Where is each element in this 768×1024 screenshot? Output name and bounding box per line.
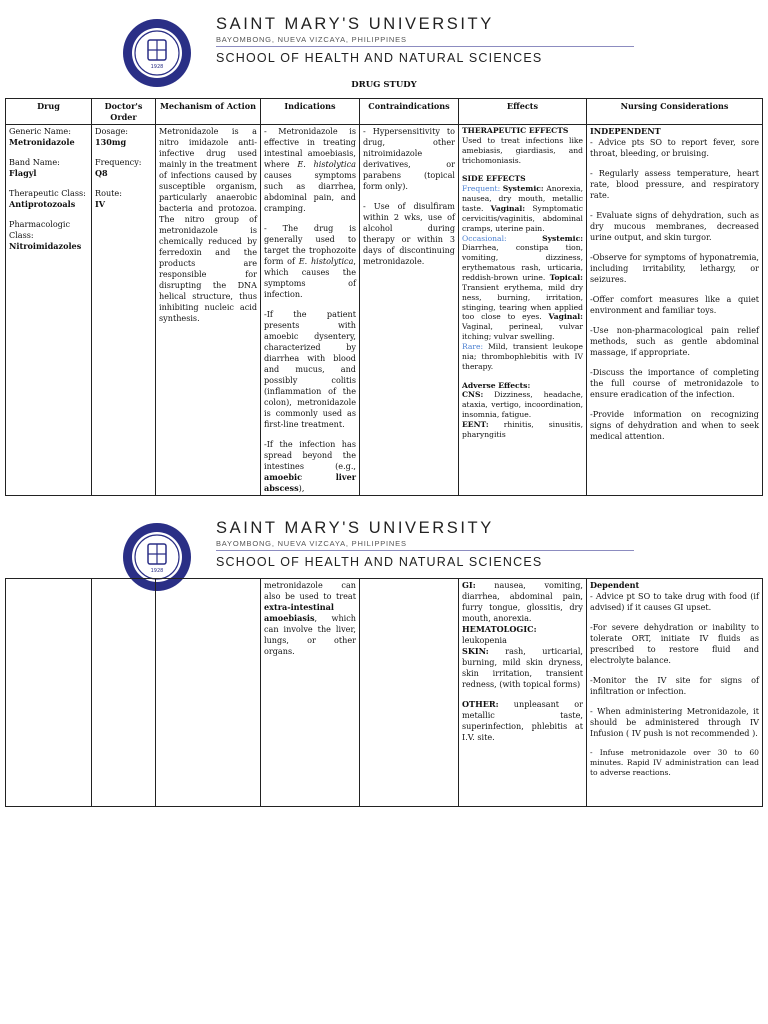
- systemic-label: Systemic:: [542, 233, 583, 243]
- vaginal-label: Vaginal:: [548, 312, 583, 322]
- occasional-vaginal-text: Vaginal, perineal, vulvar itching; vulvar swelling.: [462, 322, 583, 342]
- occasional-topical-text: Transient erythema, mild dry ness, burning, irritation, stinging, tearing when applied too close to eyes.: [462, 282, 583, 322]
- university-location: BAYOMBONG, NUEVA VIZCAYA, PHILIPPINES: [216, 539, 407, 548]
- hematologic-label: HEMATOLOGIC:: [462, 624, 537, 634]
- cns-label: CNS:: [462, 390, 484, 400]
- skin-label: SKIN:: [462, 646, 489, 656]
- nursing-cell: [587, 125, 763, 496]
- therapeutic-effects-heading: THERAPEUTIC EFFECTS: [462, 126, 569, 135]
- gi-label: GI:: [462, 580, 476, 590]
- nursing-item: - Advice pt SO to take drug with food (if advised) if it causes GI upset.: [590, 591, 759, 612]
- side-effects-occasional: [462, 234, 583, 342]
- svg-text:1928: 1928: [150, 64, 164, 70]
- nursing-item: - Advice pts SO to report fever, sore throat, bleeding, or bruising.: [590, 137, 759, 158]
- generic-name-value: Metronidazole: [9, 137, 75, 147]
- indication-text: - Metronidazole is effective in treating intestinal amoebiasis, where: [264, 126, 356, 169]
- dosage-value: 130mg: [95, 137, 127, 147]
- frequency-value: Q8: [95, 168, 108, 178]
- indication-emphasis: amoebic liver abscess: [264, 472, 356, 493]
- occasional-label: Occasional:: [462, 233, 507, 243]
- contraindication-item: - Hypersensitivity to drug, other nitroimidazole derivatives, or parabens (topical form only).: [363, 126, 455, 191]
- brand-name-value: Flagyl: [9, 168, 37, 178]
- header-rule: [216, 550, 634, 551]
- column-header-indications: Indications: [261, 99, 360, 125]
- column-header-nursing: Nursing Considerations: [587, 99, 763, 125]
- university-location: BAYOMBONG, NUEVA VIZCAYA, PHILIPPINES: [216, 35, 407, 44]
- indication-item: [264, 223, 356, 300]
- indication-text: causes symptoms such as diarrhea, abdominal pain, and cramping.: [264, 170, 356, 213]
- indication-text: - The drug is generally used to target the trophozoite form of: [264, 223, 356, 266]
- column-header-drug: Drug: [6, 99, 92, 125]
- table-row: [6, 579, 763, 807]
- document-title: DRUG STUDY: [351, 80, 417, 90]
- indication-item: [264, 126, 356, 214]
- route-label: Route:: [95, 188, 122, 198]
- doctors-order-cell: [92, 579, 156, 807]
- svg-text:1928: 1928: [150, 568, 164, 574]
- other-label: OTHER:: [462, 699, 499, 709]
- drug-cell: [6, 579, 92, 807]
- frequent-vaginal-text: Symptomatic cervicitis/vaginitis, abdominal cramps, uterine pain.: [462, 204, 583, 233]
- nursing-item: - Regularly assess temperature, heart rate, blood pressure, and respiratory rate.: [590, 168, 759, 200]
- eent-label: EENT:: [462, 420, 489, 430]
- contraindications-cell: [360, 125, 459, 496]
- skin-text: rash, urticarial, burning, mild skin dryness, skin irritation, transient redness, (with topical forms): [462, 646, 583, 689]
- indication-text: metronidazole can also be used to treat: [264, 580, 356, 601]
- eent-text: rhinitis, sinusitis, pharyngitis: [462, 420, 583, 439]
- side-effects-frequent: [462, 184, 583, 233]
- route-value: IV: [95, 199, 106, 209]
- nursing-item: - When administering Metronidazole, it should be administered through IV Infusion ( IV push is not recommended ).: [590, 706, 759, 738]
- indication-item: [264, 439, 356, 494]
- brand-name-label: Band Name:: [9, 157, 60, 167]
- column-header-contraindications: Contraindications: [360, 99, 459, 125]
- nursing-item: -Discuss the importance of completing the full course of metronidazole to ensure eradication of the infection.: [590, 367, 759, 399]
- column-header-doctors-order: Doctor's Order: [92, 99, 156, 125]
- indication-emphasis: extra-intestinal amoebiasis: [264, 602, 335, 623]
- frequent-label: Frequent:: [462, 184, 501, 194]
- indication-item: [264, 580, 356, 657]
- nursing-item: - Evaluate signs of dehydration, such as dry mucous membranes, decreased urine output, and skin turgor.: [590, 210, 759, 242]
- effects-cell: [459, 125, 587, 496]
- nursing-cell: [587, 579, 763, 807]
- indication-item: -If the patient presents with amoebic dysentery, characterized by diarrhea with blood and mucus, and possibly colitis (inflammation of the colon), metronidazole is commonly used as first-line treatment.: [264, 309, 356, 429]
- adverse-gi: [462, 580, 583, 624]
- indication-organism: E. histolytica: [298, 256, 354, 266]
- mechanism-cell: [156, 579, 261, 807]
- nursing-item: -Use non-pharmacological pain relief methods, such as gentle abdominal massage, if appropriate.: [590, 325, 759, 357]
- header-rule: [216, 46, 634, 47]
- university-name: SAINT MARY'S UNIVERSITY: [216, 519, 494, 537]
- indications-cell: [261, 579, 360, 807]
- indication-text: , which can involve the liver, lungs, or other organs.: [264, 613, 356, 656]
- indication-text: , which causes the symptoms of infection.: [264, 256, 356, 299]
- other-text: unpleasant or metallic taste, superinfection, phlebitis at I.V. site.: [462, 699, 583, 742]
- dependent-heading: Dependent: [590, 580, 640, 590]
- school-name: SCHOOL OF HEALTH AND NATURAL SCIENCES: [216, 51, 543, 65]
- pharmacologic-class-label: Pharmacologic Class:: [9, 219, 71, 240]
- side-effects-heading: SIDE EFFECTS: [462, 174, 526, 184]
- table-header-row: [6, 99, 763, 125]
- drug-study-table-page-2: [5, 578, 763, 807]
- drug-study-table-page-1: [5, 98, 763, 496]
- contraindication-item: - Use of disulfiram within 2 wks, use of alcohol during therapy or within 3 days of discontinuing metronidazole.: [363, 201, 455, 266]
- contraindications-cell: [360, 579, 459, 807]
- adverse-hematologic: [462, 624, 583, 646]
- mechanism-cell: [156, 125, 261, 496]
- nursing-item: -For severe dehydration or inability to tolerate ORT, initiate IV fluids as prescribed to restore fluid and electrolyte balance.: [590, 622, 759, 665]
- drug-cell: [6, 125, 92, 496]
- indication-text: -If the infection has spread beyond the intestines (e.g.,: [264, 439, 356, 471]
- generic-name-label: Generic Name:: [9, 126, 71, 136]
- therapeutic-effects-text: Used to treat infections like amebiasis, giardiasis, and trichomoniasis.: [462, 135, 583, 165]
- side-effects-rare: [462, 342, 583, 372]
- adverse-effects-heading: Adverse Effects:: [462, 380, 531, 390]
- nursing-item: -Offer comfort measures like a quiet environment and familiar toys.: [590, 294, 759, 315]
- frequent-systemic-text: Anorexia, nausea, dry mouth, metallic taste.: [462, 184, 583, 214]
- vaginal-label: Vaginal:: [490, 204, 526, 214]
- hematologic-text: leukopenia: [462, 635, 507, 645]
- effects-cell: [459, 579, 587, 807]
- cns-text: Dizziness, headache, ataxia, vertigo, incoordination, insomnia, fatigue.: [462, 390, 583, 420]
- indications-cell: [261, 125, 360, 496]
- frequency-label: Frequency:: [95, 157, 142, 167]
- school-name: SCHOOL OF HEALTH AND NATURAL SCIENCES: [216, 555, 543, 569]
- table-row: [6, 125, 763, 496]
- university-seal-icon: [122, 18, 192, 88]
- gi-text: nausea, vomiting, diarrhea, abdominal pain, furry tongue, glossitis, dry mouth, anorexia.: [462, 580, 583, 623]
- university-name: SAINT MARY'S UNIVERSITY: [216, 15, 494, 33]
- dosage-label: Dosage:: [95, 126, 129, 136]
- topical-label: Topical:: [549, 273, 583, 283]
- rare-label: Rare:: [462, 342, 484, 352]
- column-header-mechanism: Mechanism of Action: [156, 99, 261, 125]
- adverse-eent: [462, 420, 583, 440]
- therapeutic-class-label: Therapeutic Class:: [9, 188, 86, 198]
- indication-organism: E. histolytica: [297, 159, 356, 169]
- doctors-order-cell: [92, 125, 156, 496]
- independent-heading: INDEPENDENT: [590, 126, 661, 136]
- adverse-other: [462, 699, 583, 743]
- adverse-skin: [462, 646, 583, 690]
- therapeutic-class-value: Antiprotozoals: [9, 199, 76, 209]
- nursing-item: - Infuse metronidazole over 30 to 60 minutes. Rapid IV administration can lead to adverse reactions.: [590, 748, 759, 777]
- occasional-systemic-text: Diarrhea, constipa tion, vomiting, dizziness, erythematous rash, urticaria, reddish-brown urine.: [462, 243, 583, 283]
- indication-text: ),: [298, 483, 305, 493]
- pharmacologic-class-value: Nitroimidazoles: [9, 241, 82, 251]
- mechanism-text: Metronidazole is a nitro imidazole anti-infective drug used mainly in the treatment of infections caused by susceptible organism, particularly anaerobic bacteria and protozoa. The nitro group of metronidazole is chemically reduced by ferredoxin and the products are responsible for disrupting the DNA helical structure, thus inhibiting nucleic acid synthesis.: [159, 126, 257, 323]
- systemic-label: Systemic:: [502, 184, 544, 194]
- rare-text: Mild, transient leukope nia; thrombophlebitis with IV therapy.: [462, 342, 583, 371]
- nursing-item: -Provide information on recognizing signs of dehydration and when to seek medical attention.: [590, 409, 759, 441]
- nursing-item: -Monitor the IV site for signs of infiltration or infection.: [590, 675, 759, 696]
- column-header-effects: Effects: [459, 99, 587, 125]
- adverse-cns: [462, 390, 583, 420]
- nursing-item: -Observe for symptoms of hyponatremia, including irritability, lethargy, or seizures.: [590, 252, 759, 284]
